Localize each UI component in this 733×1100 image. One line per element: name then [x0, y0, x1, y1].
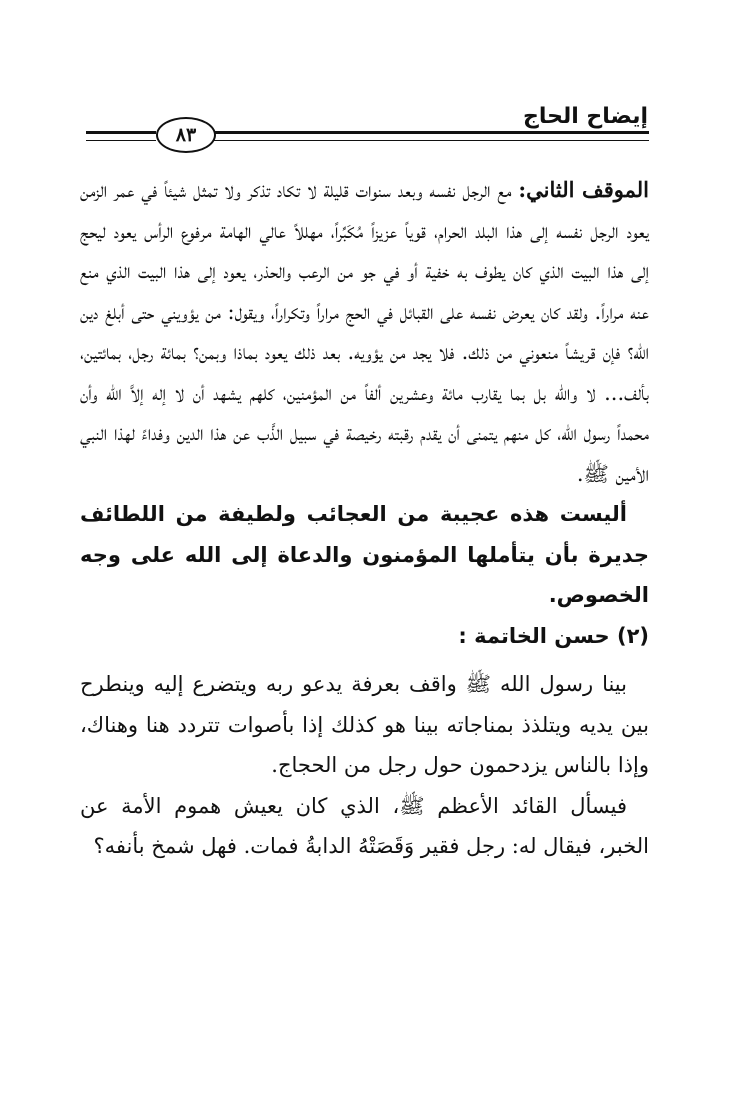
header-rule-right — [212, 131, 649, 141]
paragraph: بينا رسول الله ﷺ واقف بعرفة يدعو ربه ويتضرع إليه وينطرح بين يديه ويتلذذ بمناجاته بينا هو كذلك إذا بأصوات تتردد هنا وهناك، وإذا بالناس يزدحمون حول رجل من الحجاج. — [80, 672, 649, 777]
body-text — [80, 170, 649, 867]
paragraph: فيسأل القائد الأعظم ﷺ، الذي كان يعيش هموم الأمة عن الخبر، فيقال له: رجل فقير وَقَصَتْهُ الدابةُ فمات. فهل شمخ بأنفه؟ — [80, 793, 649, 858]
paragraph — [80, 170, 649, 494]
section-heading: (٢) حسن الخاتمة : — [458, 623, 649, 648]
paragraph-text: مع الرجل نفسه وبعد سنوات قليلة لا تكاد تذكر ولا تمثل شيئاً في عمر الزمن يعود الرجل نفسه إلى هذا البلد الحرام، قوياً عزيزاً مُكَبِّراً، مهللاً عالي الهامة مرفوع الرأس يعود ليحج إلى هذا البيت الذي كان يطوف به خفية أو في جو من الرعب والحذر، يعود إلى هذا البيت الذي منع عنه مراراً. ولقد كان يعرض نفسه على القبائل في الحج مراراً وتكراراً، ويقول: من يؤويني حتى أبلغ دين الله؟ فإن قريشاً منعوني من ذلك. فلا يجد من يؤويه. بعد ذلك يعود بماذا وبمن؟ بمائة رجل، بمائتين، بألف... لا والله بل بما يقارب مائة وعشرين ألفاً من المؤمنين، كلهم يشهد أن لا إله إلاَّ الله وأن محمداً رسول الله، كل منهم يتمنى أن يقدم رقبته رخيصة في سبيل الذَّب عن هذا الدين وفداءً لهذا النبي الأمين ﷺ. — [80, 178, 649, 486]
paragraph-lead: الموقف الثاني: — [518, 177, 649, 202]
running-header-title: إيضاح الحاج — [522, 104, 648, 129]
page-number: ٨٣ — [156, 117, 216, 153]
header-rule-left — [86, 131, 156, 141]
bold-paragraph: أليست هذه عجيبة من العجائب ولطيفة من اللطائف جديرة بأن يتأملها المؤمنون والدعاة إلى الله على وجه الخصوص. — [80, 502, 649, 607]
